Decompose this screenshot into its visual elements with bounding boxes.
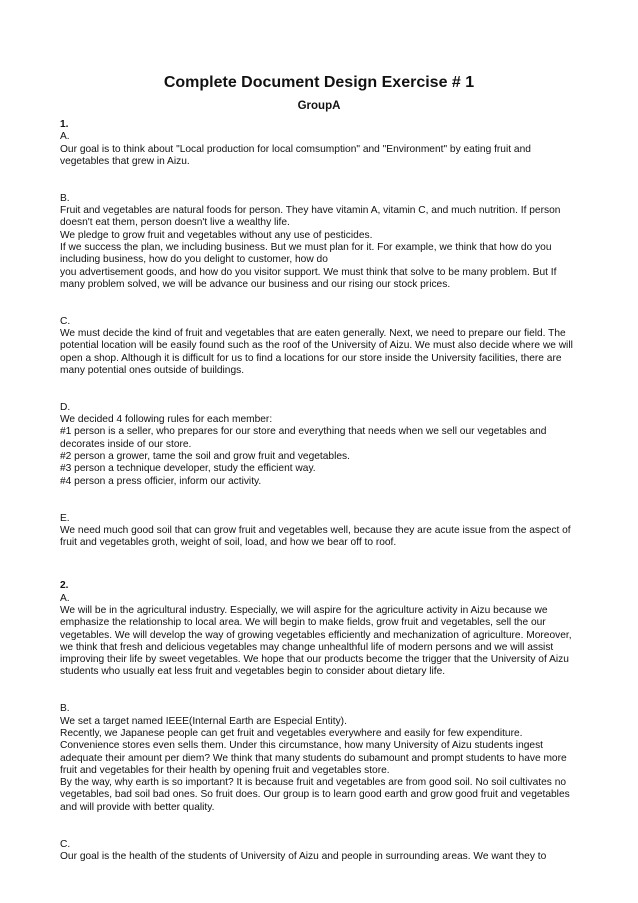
paragraph: We decided 4 following rules for each member: [60, 414, 273, 426]
part-2b [60, 703, 580, 814]
part-letter: E. [60, 512, 70, 524]
part-letter: B. [60, 703, 70, 715]
paragraph: you advertisement goods, and how do you visitor support. We must think that solve to be many problem. But If many problem solved, we will be advance our business and our rising our stock prices. [60, 266, 557, 290]
paragraph: If we success the plan, we including business. But we must plan for it. For example, we think that how do you including business, how do you delight to customer, how do [60, 241, 552, 266]
paragraph: Fruit and vegetables are natural foods for person. They have vitamin A, vitamin C, and much nutrition. If person doesn't eat them, person doesn't live a wealthy life. [60, 205, 561, 229]
part-2c [60, 839, 580, 864]
paragraph: #1 person is a seller, who prepares for our store and everything that needs when we sell our vegetables and decorates inside of our store. [60, 426, 547, 450]
part-1c [60, 316, 580, 377]
paragraph: We set a target named IEEE(Internal Earth are Especial Entity). [60, 715, 347, 727]
part-letter: A. [60, 592, 70, 604]
document-body [60, 119, 580, 863]
section-number: 1. [60, 119, 69, 130]
part-letter: D. [60, 401, 71, 413]
document-subtitle: GroupA [297, 100, 341, 112]
part-letter: A. [60, 131, 70, 143]
paragraph: #2 person a grower, tame the soil and grow fruit and vegetables. [60, 451, 350, 463]
paragraph: #4 person a press officier, inform our activity. [60, 475, 262, 487]
document-title: Complete Document Design Exercise # 1 [163, 74, 475, 91]
paragraph: By the way, why earth is so important? It is because fruit and vegetables are from good soil. No soil cultivates no vegetables, bad soil bad ones. So fruit does. Our group is to learn good earth and grow good fruit and vegetables and will provide with better quality. [60, 777, 570, 813]
part-2a [60, 593, 580, 679]
paragraph: Our goal is the health of the students of University of Aizu and people in surrounding areas. We want they to [60, 850, 547, 862]
part-1d [60, 402, 580, 488]
paragraph: We must decide the kind of fruit and vegetables that are eaten generally. Next, we need to prepare our field. The potential location will be easily found such as the roof of the University of Aizu. We must also decide where we will open a shop. Although it is difficult for us to find a locations for our store inside the University facilities, there are many potential ones outside of buildings. [60, 328, 573, 376]
part-1a [60, 131, 580, 168]
section-1 [60, 119, 580, 549]
paragraph: We will be in the agricultural industry. Especially, we will aspire for the agriculture activity in Aizu because we emphasize the relationship to local area. We will begin to make fields, grow fruit and vegetables, sell the our vegetables. We will develop the way of growing vegetables efficiently and mechanization of agriculture. Moreover, we think that fresh and delicious vegetables may change unhealthful life of modern persons and we will assist improving their life by sweet vegetables. We hope that our products become the trigger that the University of Aizu students who usually eat less fruit and vegetables begin to consider about dietary life. [60, 604, 572, 678]
part-letter: C. [60, 315, 71, 327]
part-1b [60, 193, 580, 291]
section-number: 2. [60, 580, 69, 592]
section-2 [60, 580, 580, 863]
paragraph: #3 person a technique developer, study the efficient way. [60, 463, 316, 475]
part-letter: C. [60, 838, 71, 850]
paragraph: We pledge to grow fruit and vegetables without any use of pesticides. [60, 229, 373, 241]
part-letter: B. [60, 192, 70, 204]
paragraph: Recently, we Japanese people can get fruit and vegetables everywhere and easily for few expenditure. Convenience stores even sells them. Under this circumstance, how many University of Aizu students ingest adequate their amount per diem? We think that many students do subamount and prompt students to have more fruit and vegetables for their health by opening fruit and vegetables store. [60, 727, 567, 776]
part-1e [60, 513, 580, 550]
paragraph: We need much good soil that can grow fruit and vegetables well, because they are acute issue from the aspect of fruit and vegetables groth, weight of soil, load, and how we bear off to roof. [60, 524, 571, 549]
paragraph: Our goal is to think about "Local production for local comsumption" and "Environment" by eating fruit and vegetables that grew in Aizu. [60, 143, 531, 167]
